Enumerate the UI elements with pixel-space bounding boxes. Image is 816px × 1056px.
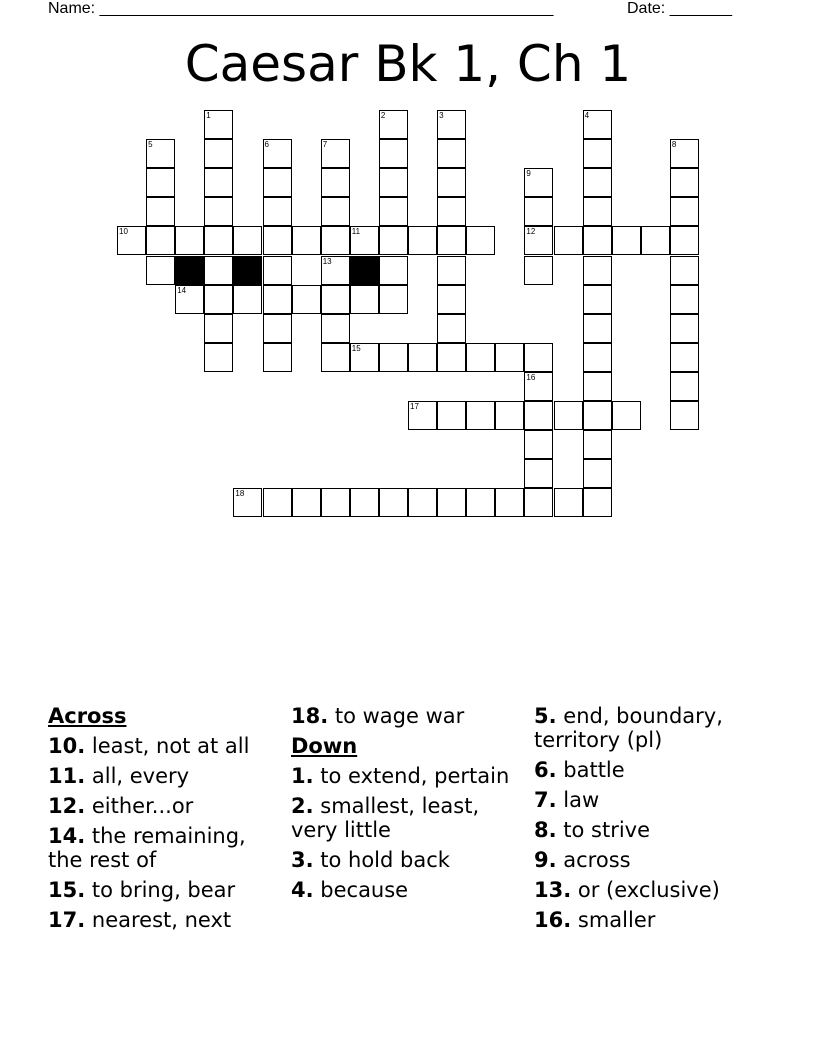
grid-cell[interactable] [641,226,670,255]
cell-number: 15 [351,343,361,353]
grid-cell[interactable] [583,226,612,255]
grid-cell[interactable] [292,488,321,517]
grid-cell[interactable] [495,401,524,430]
grid-cell[interactable] [321,285,350,314]
grid-cell[interactable] [583,256,612,285]
grid-cell[interactable] [233,488,262,517]
grid-cell[interactable] [117,226,146,255]
clue [48,794,283,818]
grid-cell[interactable] [437,314,466,343]
grid-cell[interactable] [583,372,612,401]
clue-text: law [556,788,600,812]
grid-cell[interactable] [146,197,175,226]
grid-cell[interactable] [670,197,699,226]
down-heading: Down [291,734,358,758]
grid-cell[interactable] [583,168,612,197]
grid-cell[interactable] [524,343,553,372]
grid-cell[interactable] [263,256,292,285]
grid-cell[interactable] [466,401,495,430]
grid-cell[interactable] [524,256,553,285]
grid-cell[interactable] [408,401,437,430]
grid-cell[interactable] [524,226,553,255]
clue-text: to strive [556,818,651,842]
grid-cell[interactable] [146,168,175,197]
grid-cell[interactable] [437,168,466,197]
grid-cell[interactable] [466,343,495,372]
grid-cell[interactable] [670,139,699,168]
grid-cell[interactable] [670,285,699,314]
grid-cell[interactable] [408,226,437,255]
grid-cell[interactable] [379,488,408,517]
cell-number: 18 [235,489,245,499]
clue [48,908,283,932]
clue-number: 18. [291,704,329,728]
puzzle-title: Caesar Bk 1, Ch 1 [184,35,632,93]
grid-cell[interactable] [350,285,379,314]
clue-text: smaller [571,908,656,932]
grid-cell[interactable] [175,226,204,255]
grid-cell[interactable] [204,197,233,226]
clue-number: 7. [534,788,557,812]
clue-text: smallest, least, very little [291,794,480,842]
clue [291,848,526,872]
across-heading: Across [48,704,127,728]
grid-cell[interactable] [321,197,350,226]
black-cell [233,256,262,285]
clue-text: or (exclusive) [571,878,720,902]
clue [534,908,769,932]
clue-text: across [556,848,631,872]
clue [291,764,526,788]
clue-number: 1. [291,764,314,788]
grid-cell[interactable] [263,343,292,372]
grid-cell[interactable] [670,256,699,285]
grid-cell[interactable] [437,256,466,285]
grid-cell[interactable] [263,488,292,517]
grid-cell[interactable] [437,110,466,139]
grid-cell[interactable] [146,256,175,285]
grid-cell[interactable] [524,430,553,459]
clue [534,878,769,902]
grid-cell[interactable] [204,256,233,285]
grid-cell[interactable] [583,139,612,168]
cell-number: 6 [264,140,269,150]
grid-cell[interactable] [437,401,466,430]
grid-cell[interactable] [175,285,204,314]
clue [534,788,769,812]
clue-text: least, not at all [85,734,250,758]
clue-number: 10. [48,734,86,758]
clue [534,758,769,782]
clue-text: end, boundary, territory (pl) [534,704,723,752]
name-label: Name: ___________________________________________________ [48,0,554,17]
grid-cell[interactable] [583,285,612,314]
clue [48,734,283,758]
grid-cell[interactable] [583,430,612,459]
grid-cell[interactable] [612,401,641,430]
grid-cell[interactable] [583,459,612,488]
grid-cell[interactable] [437,197,466,226]
black-cell [350,256,379,285]
cell-number: 10 [119,227,128,237]
grid-cell[interactable] [350,488,379,517]
grid-cell[interactable] [612,226,641,255]
clue [48,824,283,872]
clue-number: 9. [534,848,557,872]
grid-cell[interactable] [379,139,408,168]
grid-cell[interactable] [554,226,583,255]
grid-cell[interactable] [379,110,408,139]
grid-cell[interactable] [670,226,699,255]
grid-cell[interactable] [583,401,612,430]
clue-column-2 [291,704,526,908]
clue-number: 2. [291,794,314,818]
grid-cell[interactable] [524,401,553,430]
grid-cell[interactable] [263,168,292,197]
grid-cell[interactable] [583,197,612,226]
grid-cell[interactable] [146,226,175,255]
cell-number: 13 [322,256,332,266]
grid-cell[interactable] [524,459,553,488]
clue-text: to bring, bear [85,878,236,902]
clue-text: because [313,878,409,902]
clue-number: 6. [534,758,557,782]
clue-number: 14. [48,824,86,848]
grid-cell[interactable] [524,488,553,517]
grid-cell[interactable] [583,343,612,372]
clue-number: 5. [534,704,557,728]
grid-cell[interactable] [495,343,524,372]
grid-cell[interactable] [524,168,553,197]
cell-number: 14 [177,285,187,295]
grid-cell[interactable] [321,168,350,197]
grid-cell[interactable] [263,285,292,314]
clue-text: the remaining, the rest of [48,824,246,872]
grid-cell[interactable] [233,285,262,314]
clue-column-1 [48,704,283,938]
clue-number: 17. [48,908,86,932]
grid-cell[interactable] [495,488,524,517]
clue-number: 11. [48,764,86,788]
grid-cell[interactable] [524,372,553,401]
clue-text: all, every [85,764,190,788]
grid-cell[interactable] [466,488,495,517]
grid-cell[interactable] [437,285,466,314]
black-cell [175,256,204,285]
clue [48,878,283,902]
grid-cell[interactable] [321,139,350,168]
grid-cell[interactable] [670,168,699,197]
clue-number: 4. [291,878,314,902]
clue-number: 15. [48,878,86,902]
grid-cell[interactable] [379,197,408,226]
cell-number: 4 [584,111,590,120]
grid-cell[interactable] [321,488,350,517]
clue-text: to hold back [313,848,450,872]
clue-number: 12. [48,794,86,818]
grid-cell[interactable] [263,226,292,255]
grid-cell[interactable] [379,285,408,314]
cell-number: 5 [148,140,153,150]
cell-number: 12 [526,227,536,237]
grid-cell[interactable] [146,139,175,168]
grid-cell[interactable] [437,488,466,517]
clue-number: 3. [291,848,314,872]
grid-cell[interactable] [233,226,262,255]
grid-cell[interactable] [321,256,350,285]
cell-number: 11 [351,227,361,237]
grid-cell[interactable] [292,226,321,255]
clue [291,704,526,728]
clue-number: 13. [534,878,572,902]
grid-cell[interactable] [321,343,350,372]
cell-number: 16 [526,372,536,382]
grid-cell[interactable] [408,488,437,517]
clue [534,704,769,752]
grid-cell[interactable] [321,314,350,343]
grid-cell[interactable] [263,197,292,226]
grid-cell[interactable] [204,343,233,372]
grid-cell[interactable] [583,110,612,139]
grid-cell[interactable] [437,343,466,372]
grid-cell[interactable] [583,488,612,517]
grid-cell[interactable] [583,314,612,343]
clue-text: either...or [85,794,194,818]
grid-cell[interactable] [204,285,233,314]
cell-number: 9 [526,169,531,179]
grid-cell[interactable] [292,285,321,314]
clue-column-3 [534,704,769,938]
cell-number: 7 [322,140,328,150]
grid-cell[interactable] [554,488,583,517]
grid-cell[interactable] [554,401,583,430]
grid-cell[interactable] [204,314,233,343]
grid-cell[interactable] [670,343,699,372]
grid-cell[interactable] [379,343,408,372]
grid-cell[interactable] [204,139,233,168]
grid-cell[interactable] [670,372,699,401]
clue [534,818,769,842]
clue-text: nearest, next [85,908,232,932]
grid-cell[interactable] [408,343,437,372]
grid-cell[interactable] [670,314,699,343]
cell-number: 1 [206,111,211,120]
grid-cell[interactable] [379,256,408,285]
clue-text: battle [556,758,625,782]
clue-text: to extend, pertain [313,764,510,788]
grid-cell[interactable] [524,197,553,226]
grid-cell[interactable] [321,226,350,255]
clue [291,878,526,902]
clue [291,794,526,842]
grid-cell[interactable] [379,226,408,255]
grid-cell[interactable] [204,226,233,255]
clue-number: 8. [534,818,557,842]
grid-cell[interactable] [466,226,495,255]
cell-number: 3 [439,111,444,120]
clue-text: to wage war [328,704,465,728]
grid-cell[interactable] [350,226,379,255]
date-label: Date: _______ [627,0,732,17]
cell-number: 8 [671,140,677,150]
cell-number: 17 [410,402,419,411]
grid-cell[interactable] [263,314,292,343]
grid-cell[interactable] [437,139,466,168]
clue-number: 16. [534,908,572,932]
cell-number: 2 [380,111,386,120]
grid-cell[interactable] [263,139,292,168]
clue [48,764,283,788]
grid-cell[interactable] [204,168,233,197]
grid-cell[interactable] [350,343,379,372]
clue [534,848,769,872]
grid-cell[interactable] [437,226,466,255]
grid-cell[interactable] [670,401,699,430]
grid-cell[interactable] [204,110,233,139]
grid-cell[interactable] [379,168,408,197]
